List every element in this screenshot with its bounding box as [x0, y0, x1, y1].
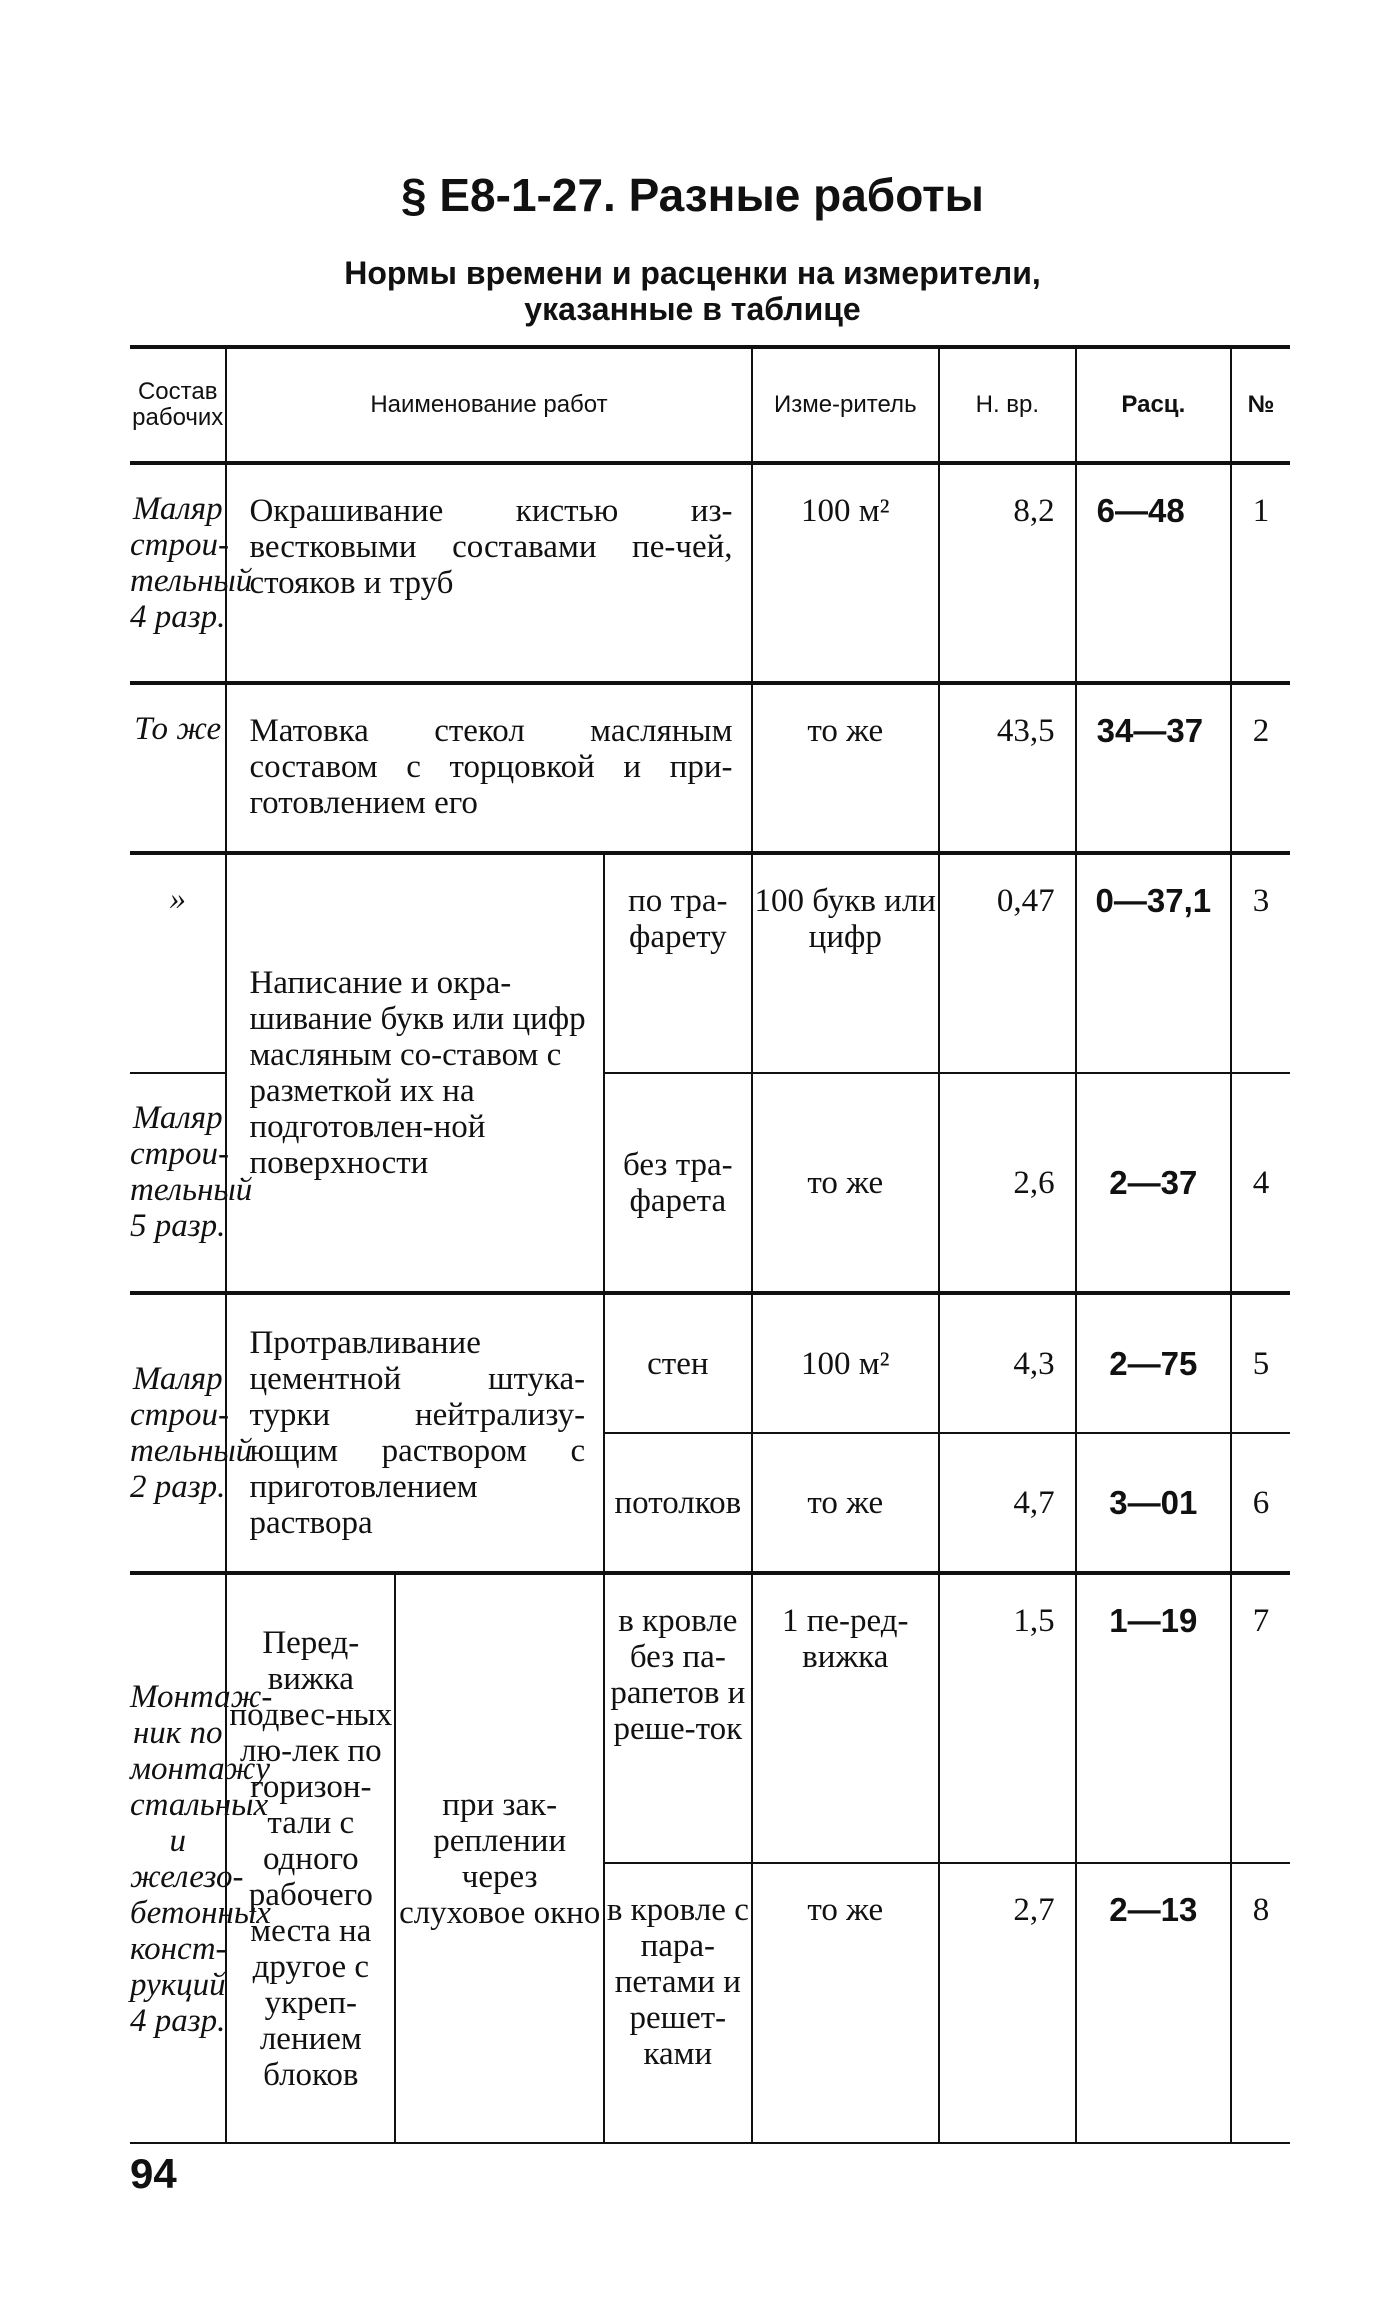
row-number-cell: 3 [1231, 853, 1290, 1073]
time-norm-cell: 2,7 [939, 1863, 1076, 2143]
measure-cell: то же [752, 1073, 940, 1293]
rate-cell: 0—37,1 [1076, 853, 1231, 1073]
table-row [130, 1573, 1290, 1863]
table-row [130, 1293, 1290, 1433]
row-number-cell: 8 [1231, 1863, 1290, 2143]
measure-cell: то же [752, 1863, 940, 2143]
table-row [130, 463, 1290, 683]
measure-cell: то же [752, 1433, 940, 1573]
time-norm-cell: 0,47 [939, 853, 1076, 1073]
crew-cell: Маляр строи-тельный 5 разр. [130, 1073, 226, 1293]
subtitle-line-2: указанные в таблице [524, 291, 861, 327]
work-cell: Матовка стекол масляным составом с торцовкой и при-готовлением его [226, 683, 751, 853]
crew-cell: » [130, 853, 226, 1073]
row-number-cell: 5 [1231, 1293, 1290, 1433]
work-cell: Написание и окра-шивание букв или цифр масляным со-ставом с разметкой их на подготовлен-ной поверхности [226, 853, 604, 1293]
sub-condition-cell: по тра-фарету [604, 853, 751, 1073]
header-crew: Состав рабочих [130, 347, 226, 463]
measure-cell: 1 пе-ред-вижка [752, 1573, 940, 1863]
measure-cell: то же [752, 683, 940, 853]
sub-condition-cell: без тра-фарета [604, 1073, 751, 1293]
work-cell: Окрашивание кистью из-вестковыми составами пе-чей, стояков и труб [226, 463, 751, 683]
condition-cell: при зак-реплении через слуховое окно [395, 1573, 604, 2143]
header-time: Н. вр. [939, 347, 1076, 463]
row-number-cell: 1 [1231, 463, 1290, 683]
header-num: № [1231, 347, 1290, 463]
rate-cell: 6—48 [1076, 463, 1231, 683]
sub-condition-cell: в кровле без па-рапетов и реше-ток [604, 1573, 751, 1863]
rate-cell: 2—13 [1076, 1863, 1231, 2143]
time-norm-cell: 2,6 [939, 1073, 1076, 1293]
sub-condition-cell: в кровле с пара-петами и решет-ками [604, 1863, 751, 2143]
rate-cell: 2—75 [1076, 1293, 1231, 1433]
table-row [130, 683, 1290, 853]
row-number-cell: 7 [1231, 1573, 1290, 1863]
crew-cell: Монтаж-ник по монтажу стальных и железо-бетонных конст-рукций 4 разр. [130, 1573, 226, 2143]
crew-cell: Маляр строи-тельный 2 разр. [130, 1293, 226, 1573]
work-cell: Перед-вижка подвес-ных лю-лек по горизон-тали с одного рабочего места на другое с укреп-лением блоков [226, 1573, 395, 2143]
section-title: § Е8-1-27. Разные работы [401, 169, 984, 221]
time-norm-cell: 8,2 [939, 463, 1076, 683]
page-number: 94 [130, 2150, 177, 2197]
time-norm-cell: 1,5 [939, 1573, 1076, 1863]
rate-cell: 2—37 [1076, 1073, 1231, 1293]
row-number-cell: 2 [1231, 683, 1290, 853]
time-norm-cell: 4,7 [939, 1433, 1076, 1573]
header-measure: Изме-ритель [752, 347, 940, 463]
table-header-row [130, 347, 1290, 463]
crew-cell: Маляр строи-тельный 4 разр. [130, 463, 226, 683]
rate-cell: 1—19 [1076, 1573, 1231, 1863]
time-norm-cell: 4,3 [939, 1293, 1076, 1433]
rate-cell: 34—37 [1076, 683, 1231, 853]
measure-cell: 100 букв или цифр [752, 853, 940, 1073]
norms-table [130, 345, 1290, 2144]
rate-cell: 3—01 [1076, 1433, 1231, 1573]
header-work: Наименование работ [226, 347, 751, 463]
sub-condition-cell: потолков [604, 1433, 751, 1573]
subtitle-line-1: Нормы времени и расценки на измерители, [344, 255, 1041, 291]
measure-cell: 100 м² [752, 463, 940, 683]
table-subtitle [0, 255, 1385, 327]
time-norm-cell: 43,5 [939, 683, 1076, 853]
row-number-cell: 4 [1231, 1073, 1290, 1293]
crew-cell: То же [130, 683, 226, 853]
sub-condition-cell: стен [604, 1293, 751, 1433]
table-row [130, 853, 1290, 1073]
work-cell: Протравливание цементной штука-турки нейтрализу-ющим раствором с приготовлением раствора [226, 1293, 604, 1573]
row-number-cell: 6 [1231, 1433, 1290, 1573]
measure-cell: 100 м² [752, 1293, 940, 1433]
header-rate: Расц. [1076, 347, 1231, 463]
